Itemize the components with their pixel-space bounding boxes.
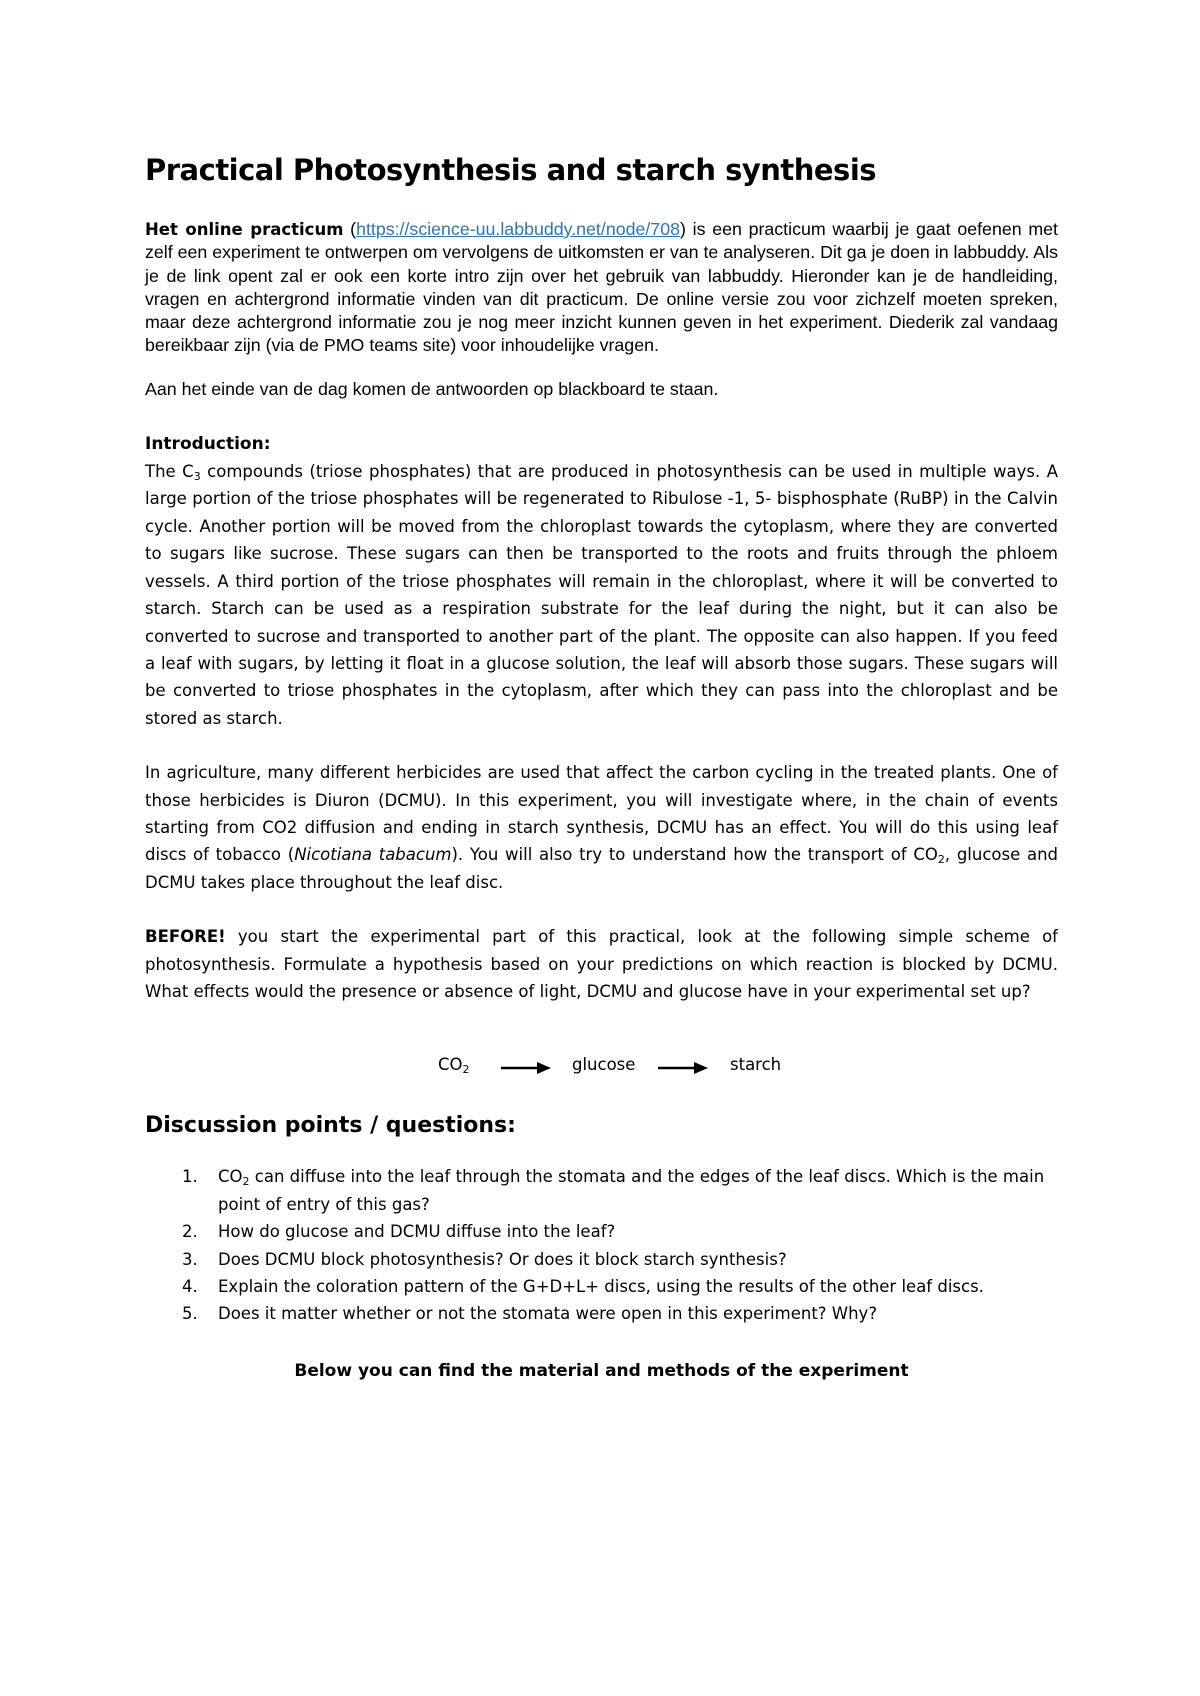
list-item-text: Does DCMU block photosynthesis? Or does it block starch synthesis? (218, 1249, 787, 1269)
list-item-number: 4. (182, 1277, 198, 1297)
arrow-right-icon (658, 1061, 708, 1075)
arrow-right-icon (501, 1061, 551, 1075)
introduction-label: Introduction: (145, 434, 271, 455)
list-item-number: 1. (182, 1167, 198, 1187)
p1-rest: compounds (triose phosphates) that are produced in photosynthesis can be used in multiple ways. A large portion of the triose phosphates will be regenerated to Ribulose -1, 5- bisphosphate (RuBP) in the Calvin cycle. Another portion will be moved from the chloroplast towards the cytoplasm, where they are converted to sugars like sucrose. These sugars can then be transported to the roots and fruits through the phloem vessels. A third portion of the triose phosphates will remain in the chloroplast, where it will be converted to starch. Starch can be used as a respiration substrate for the leaf during the night, but it can also be converted to sucrose and transported to another part of the plant. The opposite can also happen. If you feed a leaf with sugars, by letting it float in a glucose solution, the leaf will absorb those sugars. These sugars will be converted to triose phosphates in the cytoplasm, after which they can pass into the chloroplast and be stored as starch. (145, 462, 1058, 728)
p1-start: The C (145, 462, 194, 482)
discussion-list (145, 1163, 1058, 1327)
before-emphasis: BEFORE! (145, 927, 226, 947)
list-item (145, 1218, 1058, 1245)
introduction-paragraph-3 (145, 923, 1058, 1005)
document-title: Practical Photosynthesis and starch synthesis (145, 153, 877, 187)
p1-subscript: 3 (193, 470, 201, 484)
intro-open-paren: ( (343, 219, 357, 239)
p3-text: you start the experimental part of this practical, look at the following simple scheme of photosynthesis. Formulate a hypothesis based on your predictions on which reaction is blocked by DCMU. What effects would the presence or absence of light, DCMU and glucose have in your experimental set up? (145, 927, 1058, 1001)
list-item-number: 2. (182, 1222, 198, 1242)
methods-note: Below you can find the material and methods of the experiment (294, 1360, 909, 1381)
list-item-number: 3. (182, 1249, 198, 1269)
species-name: Nicotiana tabacum (294, 845, 452, 865)
introduction-paragraph-2 (145, 759, 1058, 896)
list-item-text: can diffuse into the leaf through the stomata and the edges of the leaf discs. Which is the main point of entry of this gas? (218, 1167, 1045, 1214)
scheme-glucose: glucose (572, 1055, 636, 1075)
p2-start: In agriculture, many different herbicides are used that affect the carbon cycling in the treated plants. One of those herbicides is Diuron (DCMU). In this experiment, you will investigate where, in the chain of events starting from CO2 diffusion and ending in starch synthesis, DCMU has an effect. You will do this using leaf discs of tobacco ( (145, 763, 1058, 865)
list-item (145, 1246, 1058, 1273)
intro-paragraph (145, 218, 1058, 358)
intro-text: ) is een practicum waarbij je gaat oefenen met zelf een experiment te ontwerpen om vervolgens de uitkomsten er van te analyseren. Dit ga je doen in labbuddy. Als je de link opent zal er ook een korte intro zijn over het gebruik van labbuddy. Hieronder kan je de handleiding, vragen en achtergrond informatie vinden van dit practicum. De online versie zou voor zichzelf moeten spreken, maar deze achtergrond informatie zou je nog meer inzicht kunnen geven in het experiment. Diederik zal vandaag bereikbaar zijn (via de PMO teams site) voor inhoudelijke vragen. (145, 219, 1058, 356)
list-item-text: How do glucose and DCMU diffuse into the leaf? (218, 1222, 616, 1242)
discussion-heading: Discussion points / questions: (145, 1113, 516, 1139)
scheme-co2 (438, 1055, 470, 1077)
list-item (145, 1300, 1058, 1327)
q1-subscript: 2 (242, 1175, 250, 1189)
list-item (145, 1273, 1058, 1300)
q1-co2: CO (218, 1167, 243, 1187)
p2-subscript: 2 (937, 853, 945, 867)
introduction-paragraph-1 (145, 458, 1058, 732)
intro-lead: Het online practicum (145, 220, 344, 239)
document-content (145, 150, 1058, 1402)
practicum-link[interactable]: https://science-uu.labbuddy.net/node/708 (356, 219, 680, 239)
p2-end: , glucose and DCMU takes place throughout the leaf disc. (145, 845, 1058, 892)
scheme-co2-subscript: 2 (462, 1063, 470, 1077)
answers-note: Aan het einde van de dag komen de antwoorden op blackboard te staan. (145, 378, 719, 399)
list-item-number: 5. (182, 1304, 198, 1324)
photosynthesis-scheme (145, 1049, 1058, 1089)
p2-middle: ). You will also try to understand how the transport of CO (451, 845, 938, 865)
list-item (145, 1163, 1058, 1218)
scheme-starch: starch (730, 1055, 782, 1075)
list-item-text: Explain the coloration pattern of the G+D+L+ discs, using the results of the other leaf discs. (218, 1277, 984, 1297)
scheme-co2-text: CO (438, 1055, 463, 1075)
list-item-text: Does it matter whether or not the stomata were open in this experiment? Why? (218, 1304, 878, 1324)
